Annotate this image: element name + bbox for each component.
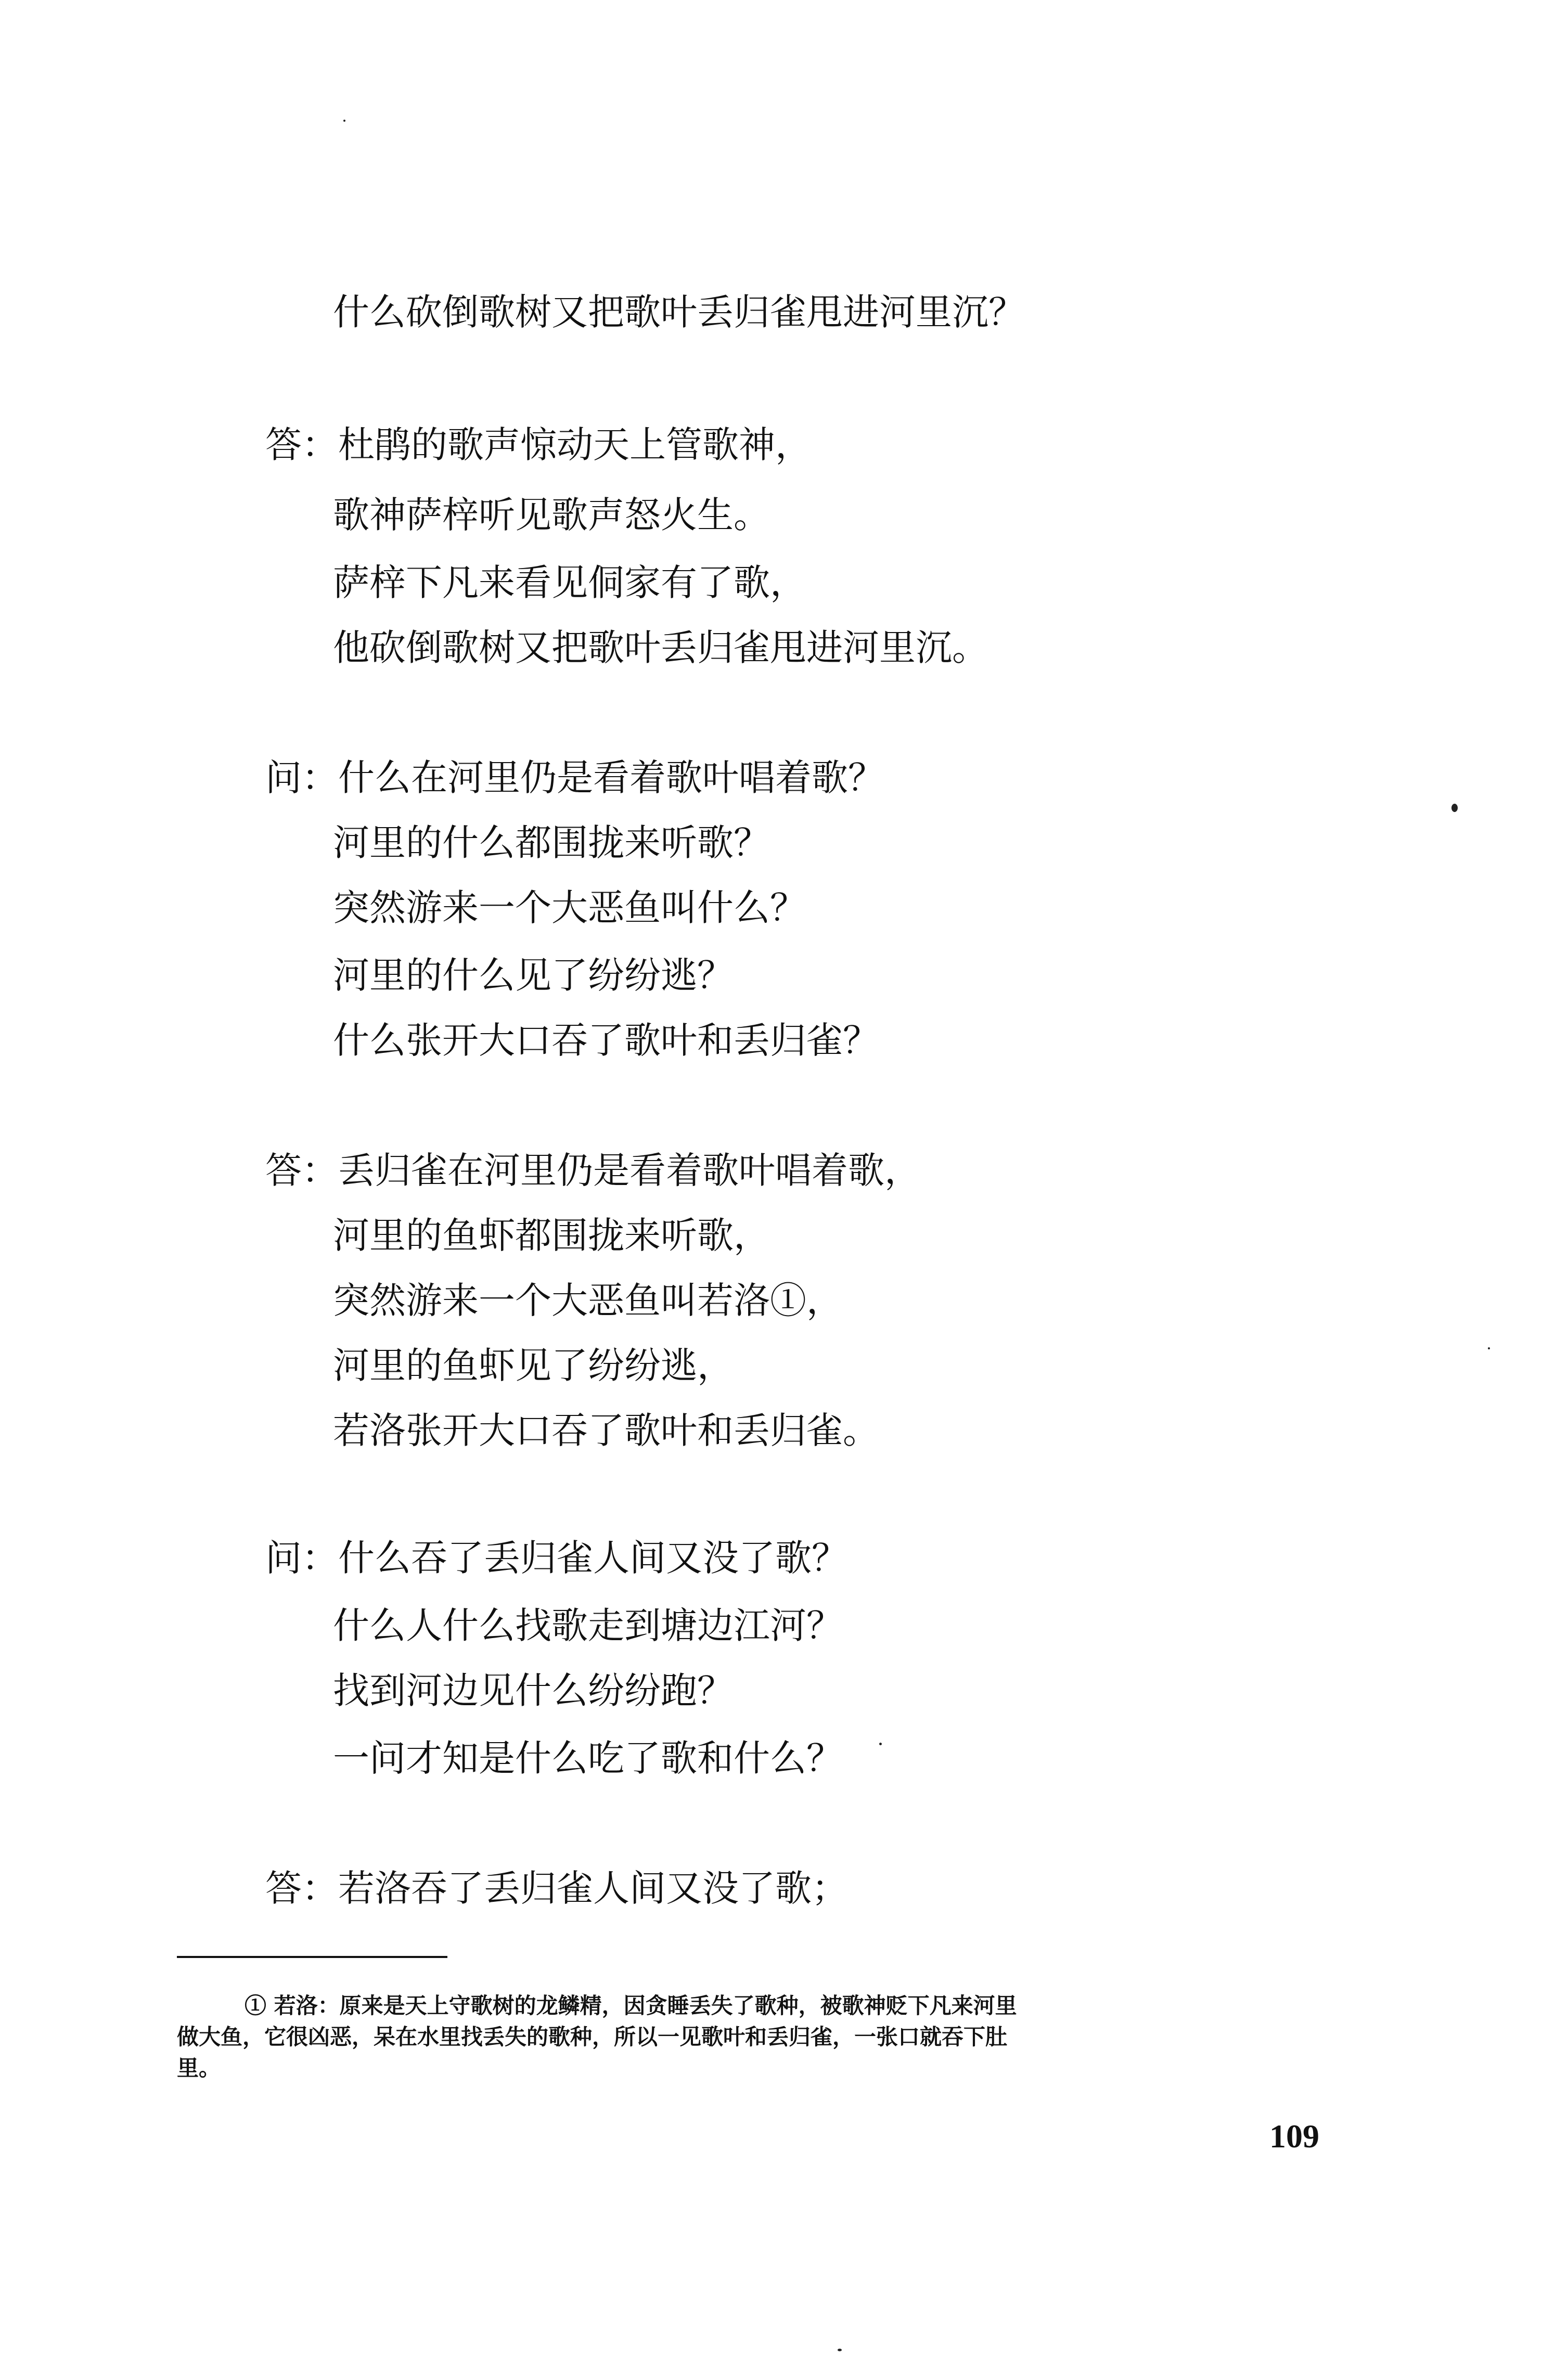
verse-line: 什么张开大口吞了歌叶和丢归雀？ [333, 1019, 879, 1062]
scan-speck [343, 120, 345, 122]
verse-line: 一问才知是什么吃了歌和什么？ [333, 1737, 843, 1780]
verse-line-answer: 答：丢归雀在河里仍是看着歌叶唱着歌， [265, 1149, 921, 1192]
scan-speck [1488, 1347, 1490, 1349]
verse-line: 突然游来一个大恶鱼叫什么？ [333, 886, 806, 929]
scan-speck [1451, 804, 1458, 812]
page-number: 109 [1269, 2118, 1319, 2155]
scan-speck [879, 1743, 882, 1745]
verse-line-answer: 答：若洛吞了丢归雀人间又没了歌； [265, 1867, 848, 1910]
verse-line: 河里的鱼虾见了纷纷逃， [333, 1344, 734, 1387]
verse-line: 他砍倒歌树又把歌叶丢归雀甩进河里沉。 [333, 626, 988, 669]
footnote-rule [177, 1956, 447, 1958]
verse-line: 歌神萨梓听见歌声怒火生。 [333, 494, 770, 536]
footnote-line: 做大鱼，它很凶恶，呆在水里找丢失的歌种，所以一见歌叶和丢归雀，一张口就吞下肚 [177, 2024, 1008, 2050]
verse-line-question: 问：什么吞了丢归雀人间又没了歌？ [265, 1537, 848, 1579]
verse-line: 什么砍倒歌树又把歌叶丢归雀甩进河里沉？ [333, 291, 1025, 333]
verse-line-question: 问：什么在河里仍是看着歌叶唱着歌？ [265, 756, 884, 799]
verse-line: 若洛张开大口吞了歌叶和丢归雀。 [333, 1409, 879, 1452]
verse-line: 河里的什么都围拢来听歌？ [333, 821, 770, 864]
verse-line: 河里的什么见了纷纷逃？ [333, 954, 734, 997]
verse-line-answer: 答：杜鹃的歌声惊动天上管歌神， [265, 423, 812, 466]
footnote-line: ① 若洛：原来是天上守歌树的龙鳞精，因贪睡丢失了歌种，被歌神贬下凡来河里 [245, 1993, 1017, 2018]
scan-speck [838, 2349, 842, 2351]
verse-line: 突然游来一个大恶鱼叫若洛①， [333, 1279, 843, 1322]
footnote-line: 里。 [177, 2055, 221, 2081]
verse-line: 萨梓下凡来看见侗家有了歌， [333, 561, 806, 604]
verse-line: 河里的鱼虾都围拢来听歌， [333, 1214, 770, 1257]
verse-line: 什么人什么找歌走到塘边江河？ [333, 1604, 843, 1647]
verse-line: 找到河边见什么纷纷跑？ [333, 1669, 734, 1712]
